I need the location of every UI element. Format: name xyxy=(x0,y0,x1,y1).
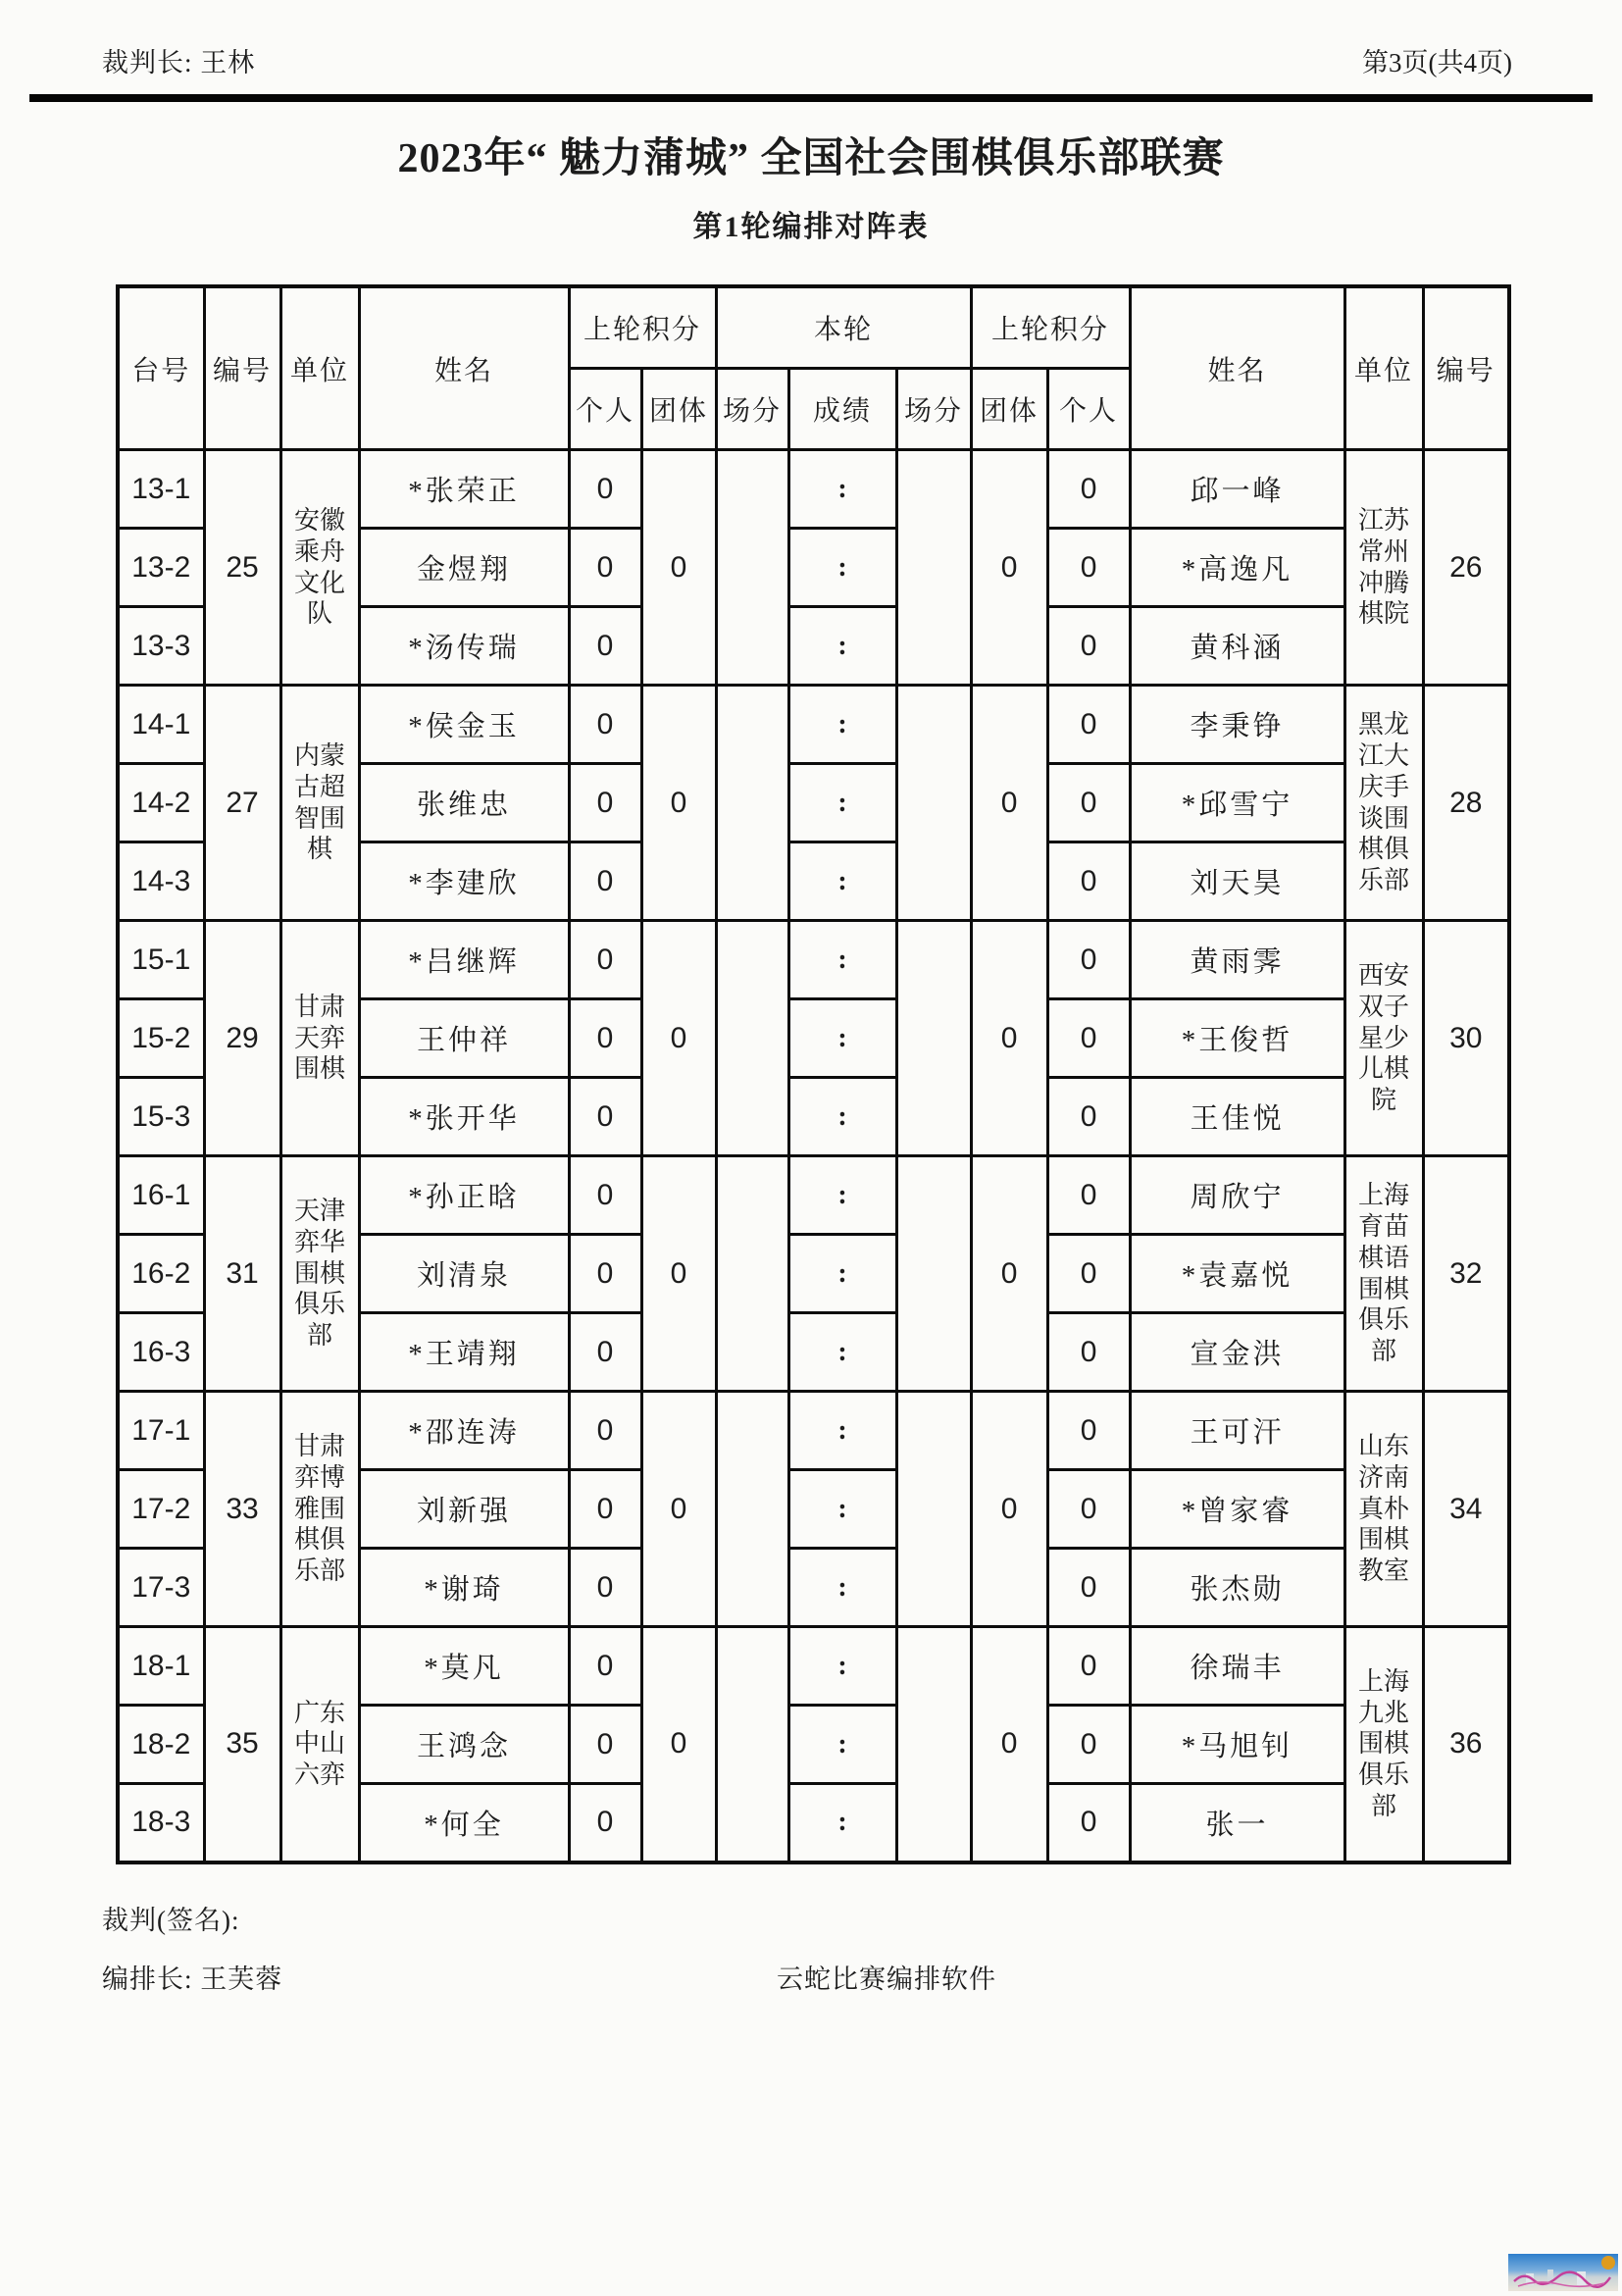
left-name-cell: 王仲祥 xyxy=(359,999,569,1078)
left-name-cell: 王鸿念 xyxy=(359,1706,569,1784)
left-name-cell: *孙正晗 xyxy=(359,1156,569,1235)
chief-referee-label: 裁判长: 王林 xyxy=(102,48,256,77)
result-cell: : xyxy=(788,1156,896,1235)
right-number-cell: 26 xyxy=(1423,450,1509,686)
pairing-row xyxy=(118,450,1509,529)
right-name-cell: 刘天昊 xyxy=(1130,842,1344,921)
right-individual-prev-cell: 0 xyxy=(1047,686,1130,764)
header-left-number: 编号 xyxy=(204,286,280,450)
board-cell: 13-2 xyxy=(118,529,204,607)
result-cell: : xyxy=(788,1549,896,1627)
result-cell: : xyxy=(788,842,896,921)
left-unit-cell: 天津弈华围棋俱乐部 xyxy=(280,1156,359,1392)
left-name-cell: *王靖翔 xyxy=(359,1313,569,1392)
right-name-cell: *王俊哲 xyxy=(1130,999,1344,1078)
right-name-cell: 邱一峰 xyxy=(1130,450,1344,529)
left-match-score-cell xyxy=(716,921,788,1156)
left-team-prev-cell: 0 xyxy=(641,1627,716,1862)
left-individual-prev-cell: 0 xyxy=(569,1784,641,1862)
left-name-cell: *吕继辉 xyxy=(359,921,569,999)
left-individual-prev-cell: 0 xyxy=(569,1078,641,1156)
result-cell: : xyxy=(788,450,896,529)
left-unit-cell: 甘肃弈博雅围棋俱乐部 xyxy=(280,1392,359,1627)
left-individual-prev-cell: 0 xyxy=(569,686,641,764)
header-right-number: 编号 xyxy=(1423,286,1509,450)
left-individual-prev-cell: 0 xyxy=(569,1549,641,1627)
left-number-cell: 35 xyxy=(204,1627,280,1862)
watermark-image xyxy=(1508,2254,1618,2291)
board-cell: 17-1 xyxy=(118,1392,204,1470)
left-individual-prev-cell: 0 xyxy=(569,607,641,686)
left-individual-prev-cell: 0 xyxy=(569,921,641,999)
right-individual-prev-cell: 0 xyxy=(1047,1784,1130,1862)
right-individual-prev-cell: 0 xyxy=(1047,1313,1130,1392)
right-name-cell: *高逸凡 xyxy=(1130,529,1344,607)
right-individual-prev-cell: 0 xyxy=(1047,1235,1130,1313)
right-individual-prev-cell: 0 xyxy=(1047,921,1130,999)
pairing-table xyxy=(116,284,1511,1864)
pairing-row xyxy=(118,1627,1509,1706)
board-cell: 14-2 xyxy=(118,764,204,842)
left-number-cell: 27 xyxy=(204,686,280,921)
left-individual-prev-cell: 0 xyxy=(569,999,641,1078)
result-cell: : xyxy=(788,1392,896,1470)
left-name-cell: *邵连涛 xyxy=(359,1392,569,1470)
result-cell: : xyxy=(788,686,896,764)
result-cell: : xyxy=(788,1078,896,1156)
arranger-label: 编排长: 王芙蓉 xyxy=(102,1964,283,1994)
board-cell: 16-2 xyxy=(118,1235,204,1313)
result-cell: : xyxy=(788,1235,896,1313)
right-unit-cell: 江苏常州冲腾棋院 xyxy=(1344,450,1423,686)
left-name-cell: *何全 xyxy=(359,1784,569,1862)
right-number-cell: 34 xyxy=(1423,1392,1509,1627)
right-number-cell: 36 xyxy=(1423,1627,1509,1862)
software-credit: 云蛇比赛编排软件 xyxy=(777,1964,996,1994)
left-name-cell: 张维忠 xyxy=(359,764,569,842)
header-result: 成绩 xyxy=(788,369,896,450)
right-team-prev-cell: 0 xyxy=(971,1627,1047,1862)
right-unit-cell: 黑龙江大庆手谈围棋俱乐部 xyxy=(1344,686,1423,921)
board-cell: 13-3 xyxy=(118,607,204,686)
left-team-prev-cell: 0 xyxy=(641,686,716,921)
header-right-team: 团体 xyxy=(971,369,1047,450)
right-team-prev-cell: 0 xyxy=(971,921,1047,1156)
right-individual-prev-cell: 0 xyxy=(1047,999,1130,1078)
header-right-name: 姓名 xyxy=(1130,286,1344,450)
left-team-prev-cell: 0 xyxy=(641,921,716,1156)
header-left-name: 姓名 xyxy=(359,286,569,450)
board-cell: 17-2 xyxy=(118,1470,204,1549)
board-cell: 18-1 xyxy=(118,1627,204,1706)
header-right-match-score: 场分 xyxy=(896,369,971,450)
result-cell: : xyxy=(788,607,896,686)
result-cell: : xyxy=(788,921,896,999)
right-individual-prev-cell: 0 xyxy=(1047,764,1130,842)
left-name-cell: 金煜翔 xyxy=(359,529,569,607)
left-match-score-cell xyxy=(716,1627,788,1862)
right-unit-cell: 上海九兆围棋俱乐部 xyxy=(1344,1627,1423,1862)
header-left-unit: 单位 xyxy=(280,286,359,450)
right-name-cell: 黄科涵 xyxy=(1130,607,1344,686)
left-number-cell: 31 xyxy=(204,1156,280,1392)
header-current-round: 本轮 xyxy=(716,286,971,369)
right-number-cell: 30 xyxy=(1423,921,1509,1156)
photo-watermark xyxy=(1508,2254,1618,2291)
board-cell: 18-3 xyxy=(118,1784,204,1862)
right-name-cell: 李秉铮 xyxy=(1130,686,1344,764)
right-individual-prev-cell: 0 xyxy=(1047,1470,1130,1549)
board-cell: 14-1 xyxy=(118,686,204,764)
right-unit-cell: 山东济南真朴围棋教室 xyxy=(1344,1392,1423,1627)
board-cell: 16-3 xyxy=(118,1313,204,1392)
left-individual-prev-cell: 0 xyxy=(569,842,641,921)
board-cell: 15-1 xyxy=(118,921,204,999)
left-team-prev-cell: 0 xyxy=(641,1392,716,1627)
right-individual-prev-cell: 0 xyxy=(1047,607,1130,686)
right-name-cell: *曾家睿 xyxy=(1130,1470,1344,1549)
left-number-cell: 25 xyxy=(204,450,280,686)
left-unit-cell: 内蒙古超智围棋 xyxy=(280,686,359,921)
result-cell: : xyxy=(788,1784,896,1862)
left-individual-prev-cell: 0 xyxy=(569,1470,641,1549)
left-name-cell: 刘清泉 xyxy=(359,1235,569,1313)
right-name-cell: 周欣宁 xyxy=(1130,1156,1344,1235)
result-cell: : xyxy=(788,999,896,1078)
left-match-score-cell xyxy=(716,686,788,921)
right-team-prev-cell: 0 xyxy=(971,450,1047,686)
right-individual-prev-cell: 0 xyxy=(1047,1156,1130,1235)
left-individual-prev-cell: 0 xyxy=(569,529,641,607)
left-individual-prev-cell: 0 xyxy=(569,1392,641,1470)
right-individual-prev-cell: 0 xyxy=(1047,1706,1130,1784)
left-team-prev-cell: 0 xyxy=(641,1156,716,1392)
board-cell: 17-3 xyxy=(118,1549,204,1627)
board-cell: 15-2 xyxy=(118,999,204,1078)
right-number-cell: 28 xyxy=(1423,686,1509,921)
right-individual-prev-cell: 0 xyxy=(1047,842,1130,921)
right-name-cell: 王佳悦 xyxy=(1130,1078,1344,1156)
result-cell: : xyxy=(788,1627,896,1706)
right-unit-cell: 西安双子星少儿棋院 xyxy=(1344,921,1423,1156)
right-individual-prev-cell: 0 xyxy=(1047,1078,1130,1156)
left-match-score-cell xyxy=(716,450,788,686)
right-individual-prev-cell: 0 xyxy=(1047,529,1130,607)
left-name-cell: *张开华 xyxy=(359,1078,569,1156)
left-name-cell: *莫凡 xyxy=(359,1627,569,1706)
right-match-score-cell xyxy=(896,921,971,1156)
header-right-individual: 个人 xyxy=(1047,369,1130,450)
right-match-score-cell xyxy=(896,1627,971,1862)
right-name-cell: 宣金洪 xyxy=(1130,1313,1344,1392)
board-cell: 16-1 xyxy=(118,1156,204,1235)
left-match-score-cell xyxy=(716,1392,788,1627)
header-board: 台号 xyxy=(118,286,204,450)
left-individual-prev-cell: 0 xyxy=(569,1156,641,1235)
right-match-score-cell xyxy=(896,1392,971,1627)
right-individual-prev-cell: 0 xyxy=(1047,450,1130,529)
right-name-cell: *马旭钊 xyxy=(1130,1706,1344,1784)
right-name-cell: *袁嘉悦 xyxy=(1130,1235,1344,1313)
left-team-prev-cell: 0 xyxy=(641,450,716,686)
left-name-cell: *李建欣 xyxy=(359,842,569,921)
result-cell: : xyxy=(788,1313,896,1392)
left-match-score-cell xyxy=(716,1156,788,1392)
right-unit-cell: 上海育苗棋语围棋俱乐部 xyxy=(1344,1156,1423,1392)
left-individual-prev-cell: 0 xyxy=(569,1706,641,1784)
left-individual-prev-cell: 0 xyxy=(569,450,641,529)
pairing-row xyxy=(118,1156,1509,1235)
right-team-prev-cell: 0 xyxy=(971,686,1047,921)
right-name-cell: 王可汗 xyxy=(1130,1392,1344,1470)
left-name-cell: *侯金玉 xyxy=(359,686,569,764)
board-cell: 15-3 xyxy=(118,1078,204,1156)
header-divider xyxy=(29,94,1593,102)
header-left-individual: 个人 xyxy=(569,369,641,450)
right-number-cell: 32 xyxy=(1423,1156,1509,1392)
document-subtitle: 第1轮编排对阵表 xyxy=(692,211,930,243)
right-name-cell: 张杰勋 xyxy=(1130,1549,1344,1627)
result-cell: : xyxy=(788,1470,896,1549)
result-cell: : xyxy=(788,1706,896,1784)
header-right-unit: 单位 xyxy=(1344,286,1423,450)
left-individual-prev-cell: 0 xyxy=(569,764,641,842)
left-name-cell: *谢琦 xyxy=(359,1549,569,1627)
left-unit-cell: 安徽乘舟文化队 xyxy=(280,450,359,686)
header-left-team: 团体 xyxy=(641,369,716,450)
page-number: 第3页(共4页) xyxy=(1362,48,1512,77)
right-match-score-cell xyxy=(896,686,971,921)
right-individual-prev-cell: 0 xyxy=(1047,1627,1130,1706)
left-unit-cell: 甘肃天弈围棋 xyxy=(280,921,359,1156)
pairing-row xyxy=(118,1392,1509,1470)
board-cell: 14-3 xyxy=(118,842,204,921)
left-individual-prev-cell: 0 xyxy=(569,1313,641,1392)
header-left-prev-score: 上轮积分 xyxy=(569,286,716,369)
left-individual-prev-cell: 0 xyxy=(569,1235,641,1313)
left-name-cell: 刘新强 xyxy=(359,1470,569,1549)
left-name-cell: *汤传瑞 xyxy=(359,607,569,686)
board-cell: 18-2 xyxy=(118,1706,204,1784)
document-title: 2023年“ 魅力蒲城” 全国社会围棋俱乐部联赛 xyxy=(397,136,1225,181)
right-name-cell: *邱雪宁 xyxy=(1130,764,1344,842)
header-right-prev-score: 上轮积分 xyxy=(971,286,1130,369)
pairing-row xyxy=(118,921,1509,999)
left-unit-cell: 广东中山六弈 xyxy=(280,1627,359,1862)
board-cell: 13-1 xyxy=(118,450,204,529)
left-name-cell: *张荣正 xyxy=(359,450,569,529)
result-cell: : xyxy=(788,764,896,842)
right-name-cell: 徐瑞丰 xyxy=(1130,1627,1344,1706)
header-left-match-score: 场分 xyxy=(716,369,788,450)
pairing-table-body xyxy=(118,450,1509,1862)
left-number-cell: 29 xyxy=(204,921,280,1156)
right-name-cell: 张一 xyxy=(1130,1784,1344,1862)
right-match-score-cell xyxy=(896,450,971,686)
right-individual-prev-cell: 0 xyxy=(1047,1549,1130,1627)
right-team-prev-cell: 0 xyxy=(971,1392,1047,1627)
right-match-score-cell xyxy=(896,1156,971,1392)
referee-signature-label: 裁判(签名): xyxy=(102,1906,240,1935)
left-number-cell: 33 xyxy=(204,1392,280,1627)
right-name-cell: 黄雨霁 xyxy=(1130,921,1344,999)
right-individual-prev-cell: 0 xyxy=(1047,1392,1130,1470)
result-cell: : xyxy=(788,529,896,607)
right-team-prev-cell: 0 xyxy=(971,1156,1047,1392)
pairing-row xyxy=(118,686,1509,764)
left-individual-prev-cell: 0 xyxy=(569,1627,641,1706)
